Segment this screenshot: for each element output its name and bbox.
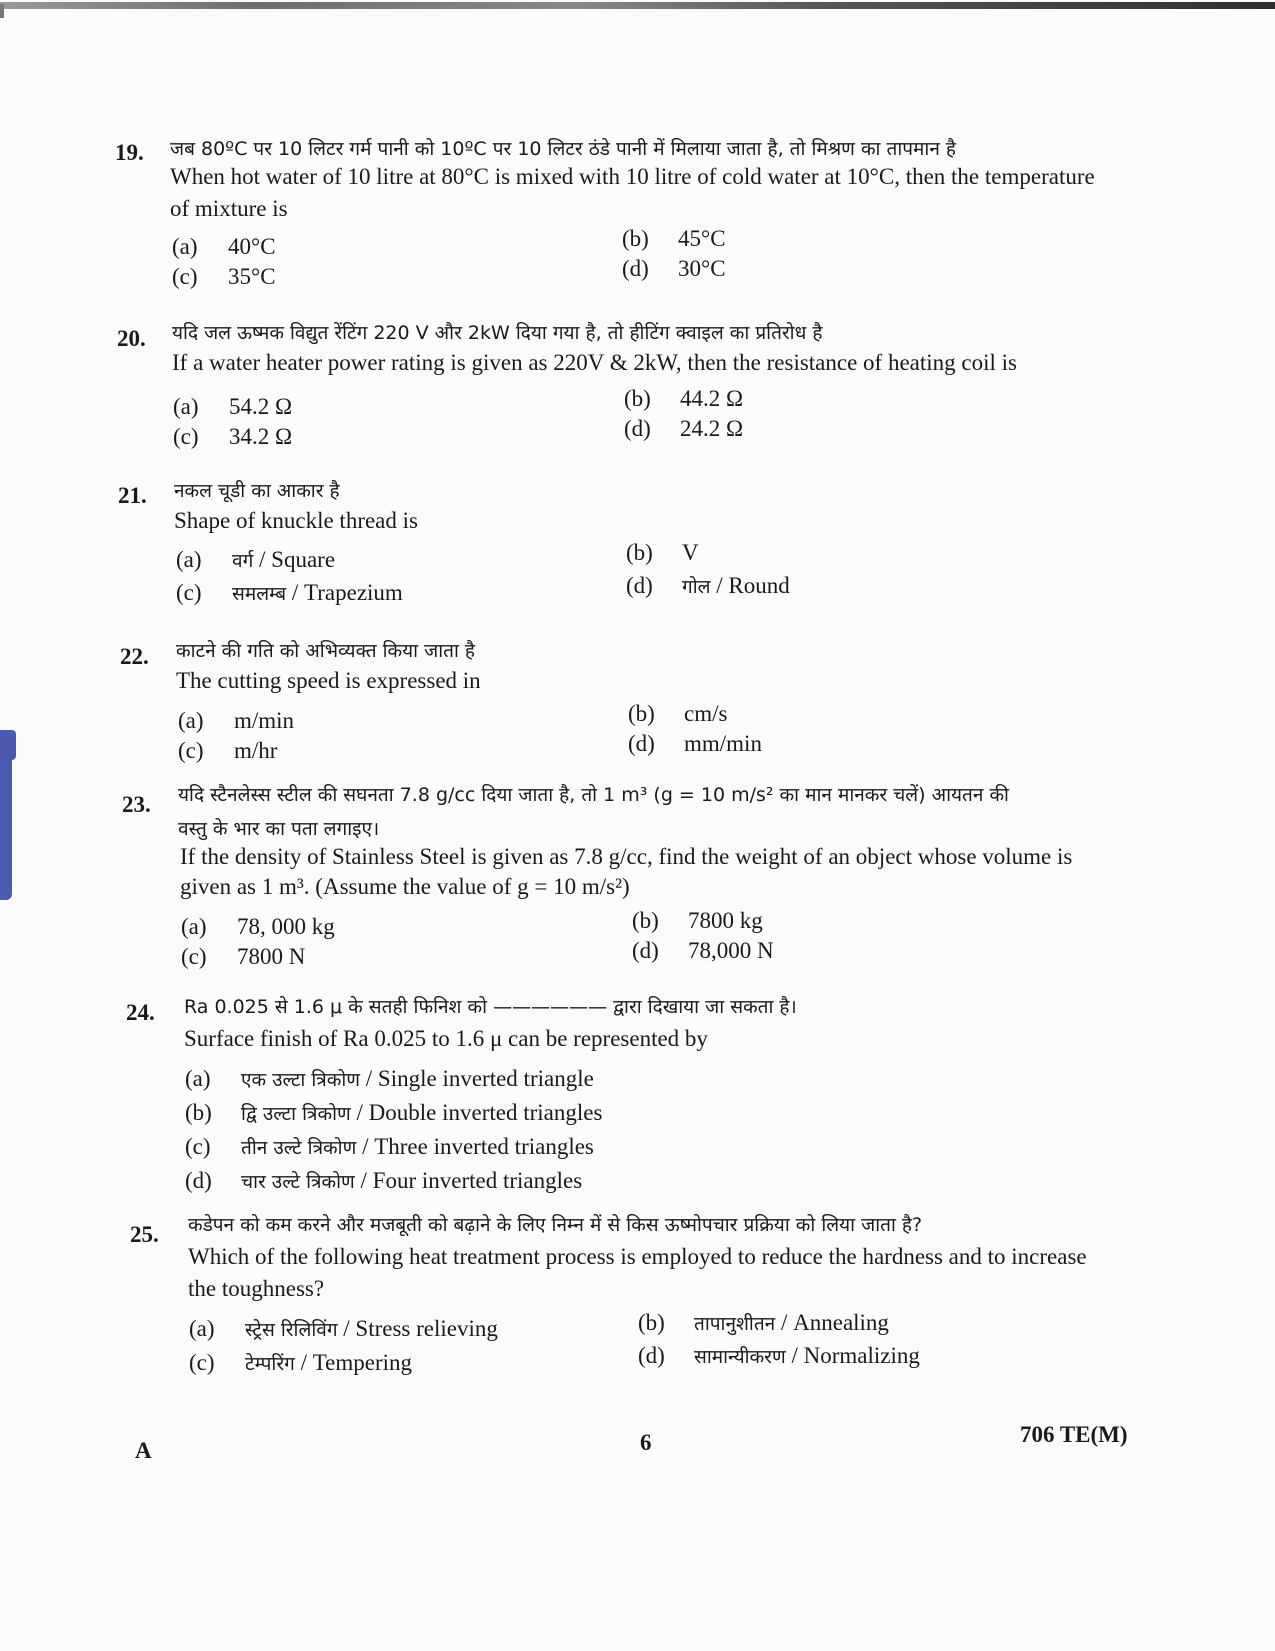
- question-text-english: The cutting speed is expressed in: [176, 668, 481, 693]
- option-label: (b): [624, 386, 651, 411]
- option-label: (d): [628, 731, 655, 756]
- option-c[interactable]: [178, 736, 277, 766]
- option-text-hindi: टेम्परिंग: [245, 1353, 295, 1375]
- option-label: (c): [185, 1134, 211, 1159]
- question-text-hindi: यदि स्टैनलेस्स स्टील की सघनता 7.8 g/cc दिया जाता है, तो 1 m³ (g = 10 m/s² का मान मानकर चलें) आयतन की: [178, 784, 1009, 806]
- option-text-hindi: द्वि उल्टा त्रिकोण: [241, 1103, 351, 1125]
- option-label: (a): [172, 234, 198, 259]
- option-text: V: [682, 540, 699, 565]
- option-label: (d): [185, 1168, 212, 1193]
- option-b[interactable]: [638, 1308, 889, 1339]
- question-text-hindi: काटने की गति को अभिव्यक्त किया जाता है: [176, 640, 476, 662]
- option-text-hindi: समलम्ब: [232, 583, 287, 605]
- question-number: 20.: [117, 326, 146, 351]
- question-text-hindi: वस्तु के भार का पता लगाइए।: [178, 818, 380, 840]
- option-label: (d): [622, 256, 649, 281]
- option-label: (c): [181, 944, 207, 969]
- option-b[interactable]: [622, 224, 726, 254]
- option-text: / Four inverted triangles: [354, 1168, 583, 1193]
- question-number: 23.: [122, 792, 151, 817]
- question-text-english: of mixture is: [170, 196, 288, 221]
- option-text-hindi: चार उल्टे त्रिकोण: [241, 1171, 355, 1193]
- option-text-hindi: गोल: [682, 576, 711, 598]
- option-d[interactable]: [624, 414, 743, 444]
- option-text-hindi: तीन उल्टे त्रिकोण: [241, 1137, 357, 1159]
- option-text: 7800 N: [237, 944, 306, 969]
- option-label: (b): [622, 226, 649, 251]
- option-label: (b): [626, 540, 653, 565]
- option-label: (d): [624, 416, 651, 441]
- question-text-english: When hot water of 10 litre at 80°C is mixed with 10 litre of cold water at 10°C, then the temperature: [170, 164, 1095, 189]
- option-text: 44.2 Ω: [680, 386, 744, 411]
- option-c[interactable]: [173, 422, 292, 452]
- question-text-hindi: नकल चूडी का आकार है: [174, 480, 340, 502]
- option-a[interactable]: [176, 545, 335, 576]
- option-label: (a): [185, 1066, 211, 1091]
- option-text: 45°C: [678, 226, 726, 251]
- option-label: (a): [173, 394, 199, 419]
- question-text-hindi: यदि जल ऊष्मक विद्युत रेंटिंग 220 V और 2kW दिया गया है, तो हीटिंग क्वाइल का प्रतिरोध है: [172, 322, 823, 344]
- option-text-hindi: स्ट्रेस रिलिविंग: [245, 1319, 338, 1341]
- scan-blue-ink-mark: [0, 730, 12, 900]
- option-c[interactable]: [172, 262, 276, 292]
- option-text: m/min: [234, 708, 295, 733]
- option-a[interactable]: [172, 232, 276, 262]
- option-text-hindi: सामान्यीकरण: [694, 1346, 786, 1368]
- option-d[interactable]: [622, 254, 726, 284]
- option-label: (b): [632, 908, 659, 933]
- question-text-english: Which of the following heat treatment process is employed to reduce the hardness and to increase: [188, 1244, 1087, 1269]
- option-text-hindi: तापानुशीतन: [694, 1313, 776, 1335]
- option-text: / Annealing: [775, 1310, 889, 1335]
- question-number: 22.: [120, 644, 149, 669]
- option-label: (d): [626, 573, 653, 598]
- question-number: 25.: [130, 1222, 159, 1247]
- option-text: 78, 000 kg: [237, 914, 335, 939]
- option-text: / Single inverted triangle: [360, 1066, 594, 1091]
- question-number: 24.: [126, 1000, 155, 1025]
- question-text-english: Shape of knuckle thread is: [174, 508, 418, 533]
- option-label: (c): [176, 580, 202, 605]
- option-text: 30°C: [678, 256, 726, 281]
- option-text: cm/s: [684, 701, 728, 726]
- option-a[interactable]: [173, 392, 292, 422]
- option-label: (b): [638, 1310, 665, 1335]
- option-text: / Three inverted triangles: [356, 1134, 594, 1159]
- option-a[interactable]: [189, 1314, 498, 1345]
- option-label: (c): [178, 738, 204, 763]
- option-text: 54.2 Ω: [229, 394, 293, 419]
- option-d[interactable]: [638, 1341, 920, 1372]
- option-label: (c): [173, 424, 199, 449]
- option-text-hindi: वर्ग: [232, 550, 254, 572]
- option-text: 40°C: [228, 234, 276, 259]
- option-text: m/hr: [234, 738, 278, 763]
- option-b[interactable]: [632, 906, 763, 936]
- option-label: (c): [189, 1350, 215, 1375]
- option-c[interactable]: [176, 578, 403, 609]
- option-d[interactable]: [632, 936, 774, 966]
- question-text-hindi: Ra 0.025 से 1.6 μ के सतही फिनिश को —————— द्वारा दिखाया जा सकता है।: [184, 996, 797, 1018]
- option-text: 35°C: [228, 264, 276, 289]
- option-c[interactable]: [189, 1348, 412, 1379]
- scan-corner-mark: [0, 4, 4, 18]
- question-text-hindi: कडेपन को कम करने और मजबूती को बढ़ाने के लिए निम्न में से किस ऊष्मोपचार प्रक्रिया को लिया जाता है?: [188, 1214, 923, 1236]
- option-text: / Round: [710, 573, 790, 598]
- question-text-english: If the density of Stainless Steel is given as 7.8 g/cc, find the weight of an object whose volume is: [180, 844, 1073, 869]
- option-label: (a): [178, 708, 204, 733]
- option-text-hindi: एक उल्टा त्रिकोण: [241, 1069, 361, 1091]
- option-label: (a): [181, 914, 207, 939]
- option-text: / Trapezium: [286, 580, 403, 605]
- question-text-english: Surface finish of Ra 0.025 to 1.6 μ can be represented by: [184, 1026, 708, 1051]
- option-b[interactable]: [185, 1098, 602, 1129]
- option-a[interactable]: [178, 706, 294, 736]
- set-code: A: [135, 1438, 152, 1463]
- option-text: 24.2 Ω: [680, 416, 744, 441]
- option-b[interactable]: [626, 538, 699, 568]
- option-b[interactable]: [624, 384, 743, 414]
- question-text-hindi: जब 80ºC पर 10 लिटर गर्म पानी को 10ºC पर 10 लिटर ठंडे पानी में मिलाया जाता है, तो मिश्रण का तापमान है: [170, 138, 957, 160]
- option-label: (b): [628, 701, 655, 726]
- scan-top-edge: [0, 2, 1275, 9]
- option-d[interactable]: [628, 729, 762, 759]
- option-text: mm/min: [684, 731, 762, 756]
- option-text: 7800 kg: [688, 908, 763, 933]
- option-label: (b): [185, 1100, 212, 1125]
- option-d[interactable]: [185, 1166, 582, 1197]
- option-b[interactable]: [628, 699, 727, 729]
- option-text: / Square: [253, 547, 336, 572]
- option-label: (d): [632, 938, 659, 963]
- question-text-english: If a water heater power rating is given as 220V & 2kW, then the resistance of heating coil is: [172, 350, 1017, 375]
- question-number: 21.: [118, 483, 147, 508]
- option-a[interactable]: [185, 1064, 594, 1095]
- paper-code: 706 TE(M): [1020, 1422, 1128, 1447]
- option-text: 78,000 N: [688, 938, 774, 963]
- option-text: / Normalizing: [785, 1343, 920, 1368]
- option-label: (a): [189, 1316, 215, 1341]
- option-c[interactable]: [185, 1132, 594, 1163]
- option-label: (a): [176, 547, 202, 572]
- question-text-english: given as 1 m³. (Assume the value of g = 10 m/s²): [180, 874, 630, 899]
- option-text: 34.2 Ω: [229, 424, 293, 449]
- option-text: / Stress relieving: [337, 1316, 498, 1341]
- page-number: 6: [640, 1430, 652, 1455]
- option-text: / Tempering: [294, 1350, 413, 1375]
- option-label: (c): [172, 264, 198, 289]
- option-text: / Double inverted triangles: [350, 1100, 603, 1125]
- option-d[interactable]: [626, 571, 790, 602]
- option-a[interactable]: [181, 912, 335, 942]
- question-number: 19.: [115, 140, 144, 165]
- option-label: (d): [638, 1343, 665, 1368]
- option-c[interactable]: [181, 942, 305, 972]
- question-text-english: the toughness?: [188, 1276, 325, 1301]
